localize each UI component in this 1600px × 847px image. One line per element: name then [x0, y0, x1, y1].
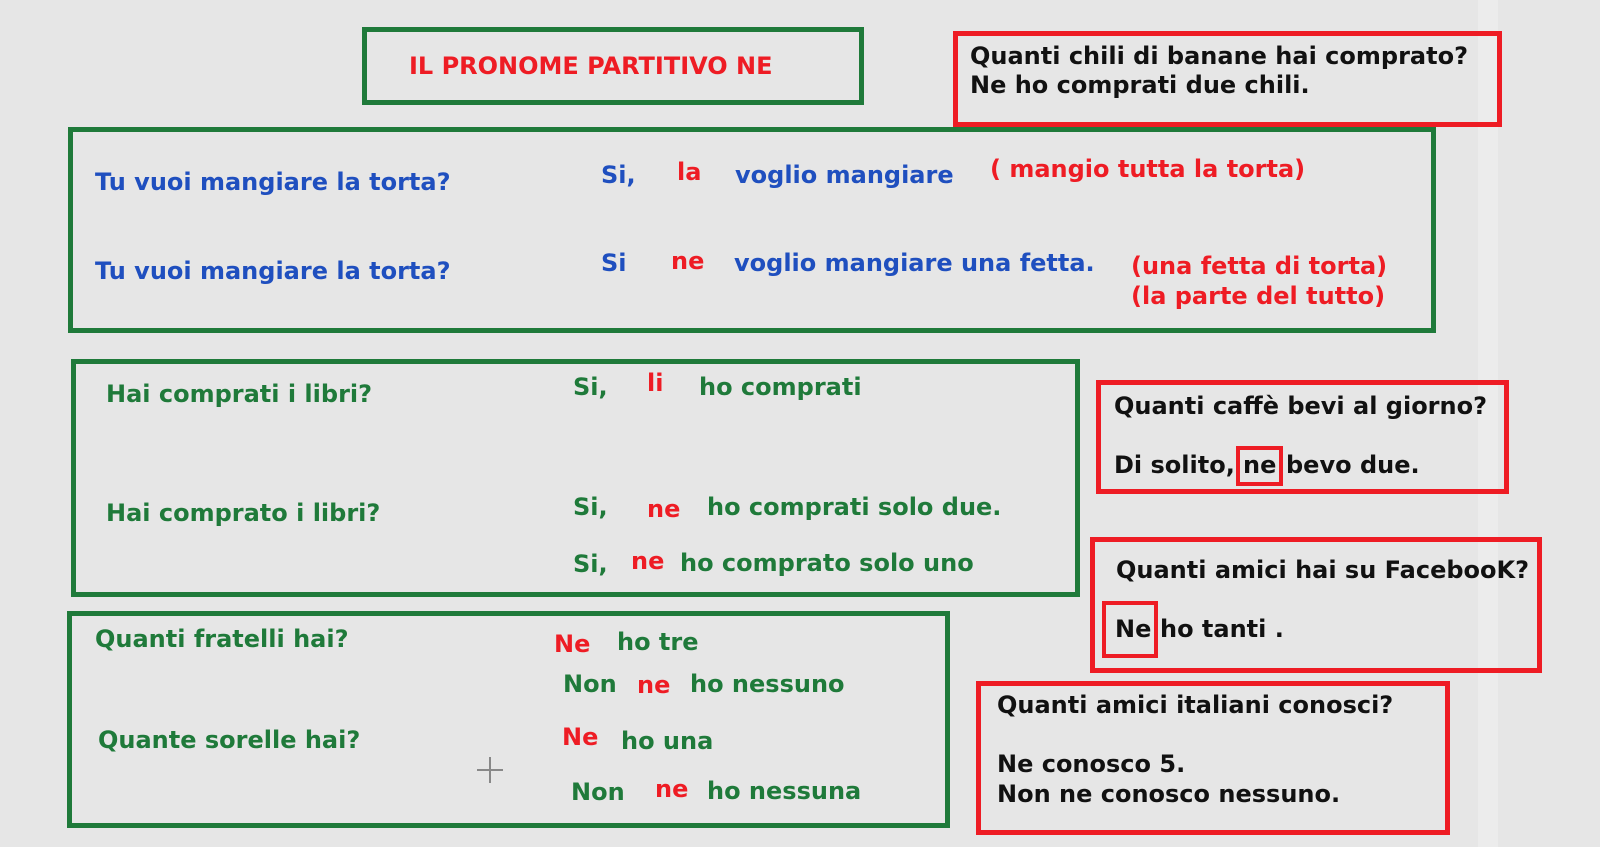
libri-answer-1-pronoun: li	[647, 369, 664, 397]
example-italiani-answer-2: Non ne conosco nessuno.	[997, 780, 1341, 808]
libri-answer-3-si: Si,	[573, 550, 608, 578]
fratelli-answer-3-pronoun: Ne	[562, 723, 599, 751]
fratelli-answer-3-verb: ho una	[621, 727, 714, 755]
torta-answer-1-si: Si,	[601, 161, 636, 189]
libri-answer-1-si: Si,	[573, 373, 608, 401]
example-caffe-answer-pre: Di solito,	[1114, 451, 1235, 479]
libri-answer-2-si: Si,	[573, 493, 608, 521]
torta-question-2: Tu vuoi mangiare la torta?	[95, 257, 451, 285]
page-title: IL PRONOME PARTITIVO NE	[409, 52, 773, 80]
example-italiani-question: Quanti amici italiani conosci?	[997, 691, 1394, 719]
torta-answer-1-pronoun: la	[677, 158, 702, 186]
fratelli-answer-4-verb: ho nessuna	[707, 777, 862, 805]
torta-answer-2-note-1: (una fetta di torta)	[1131, 252, 1388, 280]
fratelli-answer-1-pronoun: Ne	[554, 630, 591, 658]
fratelli-answer-1-verb: ho tre	[617, 628, 699, 656]
example-caffe-answer-pronoun: ne	[1243, 451, 1277, 479]
libri-answer-3-verb: ho comprato solo uno	[680, 549, 974, 577]
fratelli-answer-2-pronoun: ne	[637, 671, 671, 699]
libri-answer-3-pronoun: ne	[631, 547, 665, 575]
torta-answer-2-note-2: (la parte del tutto)	[1131, 282, 1386, 310]
fratelli-answer-2-verb: ho nessuno	[690, 670, 845, 698]
libri-answer-1-verb: ho comprati	[699, 373, 862, 401]
torta-answer-1-verb: voglio mangiare	[735, 161, 954, 189]
example-facebook-question: Quanti amici hai su FacebooK?	[1116, 556, 1530, 584]
torta-answer-2-si: Si	[601, 249, 627, 277]
example-caffe-answer-post: bevo due.	[1286, 451, 1420, 479]
highlight-ne-facebook	[1102, 601, 1158, 658]
fratelli-answer-4-pronoun: ne	[655, 775, 689, 803]
fratelli-question-1: Quanti fratelli hai?	[95, 625, 349, 653]
crosshair-cursor-icon	[477, 757, 503, 783]
example-banane-question: Quanti chili di banane hai comprato?	[970, 42, 1468, 70]
torta-question-1: Tu vuoi mangiare la torta?	[95, 168, 451, 196]
libri-question-2: Hai comprato i libri?	[106, 499, 381, 527]
fratelli-answer-4-non: Non	[571, 778, 625, 806]
torta-answer-1-note: ( mangio tutta la torta)	[990, 155, 1306, 183]
example-banane-answer: Ne ho comprati due chili.	[970, 71, 1310, 99]
torta-answer-2-pronoun: ne	[671, 247, 705, 275]
highlight-ne-caffe	[1236, 446, 1283, 486]
libri-answer-2-pronoun: ne	[647, 495, 681, 523]
libri-answer-2-verb: ho comprati solo due.	[707, 493, 1002, 521]
fratelli-answer-2-non: Non	[563, 670, 617, 698]
torta-answer-2-verb: voglio mangiare una fetta.	[734, 249, 1095, 277]
libri-question-1: Hai comprati i libri?	[106, 380, 373, 408]
example-facebook-answer-post: ho tanti .	[1160, 615, 1284, 643]
example-facebook-answer-pronoun: Ne	[1115, 615, 1152, 643]
example-italiani-answer-1: Ne conosco 5.	[997, 750, 1186, 778]
example-caffe-question: Quanti caffè bevi al giorno?	[1114, 392, 1488, 420]
fratelli-question-2: Quante sorelle hai?	[98, 726, 361, 754]
